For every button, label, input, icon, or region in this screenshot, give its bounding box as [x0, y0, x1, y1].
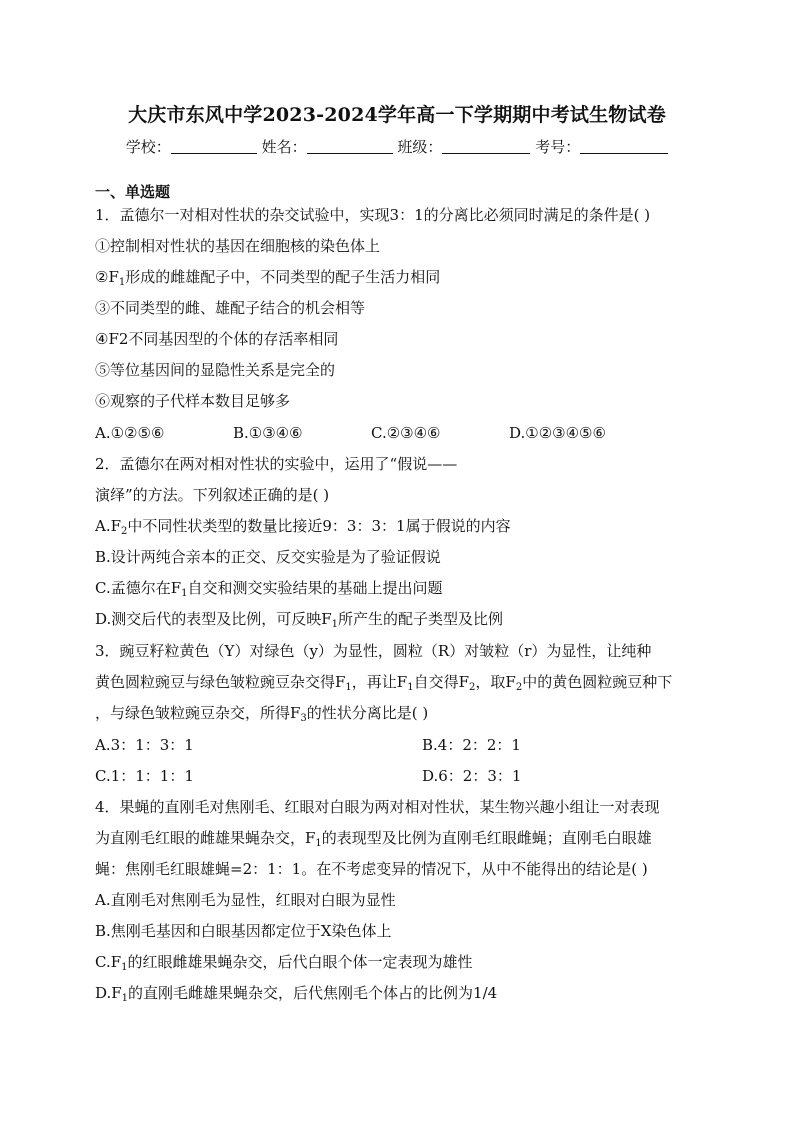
q4-option-a[interactable]: A.直刚毛对焦刚毛为显性，红眼对白眼为显性 — [95, 891, 396, 909]
q3-stem-line-1: 3．豌豆籽粒黄色（Y）对绿色（y）为显性，圆粒（R）对皱粒（r）为显性，让纯种 — [95, 642, 652, 660]
exam-no-blank[interactable] — [580, 139, 668, 154]
q3-option-b[interactable]: B.4：2：2：1 — [422, 736, 521, 754]
class-blank[interactable] — [442, 139, 530, 154]
q4-option-b[interactable]: B.焦刚毛基因和白眼基因都定位于X染色体上 — [95, 922, 392, 940]
q2-stem-line-1: 2．孟德尔在两对相对性状的实验中，运用了“假说—— — [95, 455, 458, 473]
q1-option-d[interactable]: D.①②③④⑤⑥ — [509, 424, 606, 442]
class-label: 班级： — [397, 138, 443, 156]
q3-stem-line-2: 黄色圆粒豌豆与绿色皱粒豌豆杂交得$F_1$，再让$F_1$自交得$F_2$，取$F_2$中的黄色圆粒豌豆种下 — [95, 673, 673, 693]
q1-item-6: ⑥观察的子代样本数目足够多 — [95, 392, 291, 410]
q4-option-d[interactable]: $D.F_1$的直刚毛雌雄果蝇杂交，后代焦刚毛个体占的比例为1/4 — [95, 984, 498, 1004]
q4-option-c[interactable]: $C.F_1$的红眼雌雄果蝇杂交，后代白眼个体一定表现为雄性 — [95, 953, 473, 973]
name-label: 姓名： — [261, 138, 307, 156]
q2-option-c[interactable]: C.孟德尔在$F_1$自交和测交实验结果的基础上提出问题 — [95, 579, 443, 599]
q1-item-2: $②F_1$形成的雌雄配子中，不同类型的配子生活力相同 — [95, 268, 441, 288]
q2-option-a[interactable]: $A.F_2$中不同性状类型的数量比接近9：3：3：1属于假说的内容 — [95, 517, 511, 537]
q1-item-5: ⑤等位基因间的显隐性关系是完全的 — [95, 361, 336, 379]
exam-no-label: 考号： — [535, 138, 581, 156]
q4-stem-line-2: 为直刚毛红眼的雌雄果蝇杂交，$F_1$的表现型及比例为直刚毛红眼雌蝇；直刚毛白眼雄 — [95, 829, 652, 849]
q1-item-3: ③不同类型的雌、雄配子结合的机会相等 — [95, 299, 366, 317]
q4-stem-line-1: 4．果蝇的直刚毛对焦刚毛、红眼对白眼为两对相对性状，某生物兴趣小组让一对表现 — [95, 798, 660, 816]
school-label: 学校： — [125, 138, 171, 156]
name-blank[interactable] — [307, 139, 393, 154]
q1-option-c[interactable]: C.②③④⑥ — [371, 424, 441, 442]
q2-option-d[interactable]: D.测交后代的表型及比例，可反映$F_1$所产生的配子类型及比例 — [95, 610, 504, 630]
q3-option-a[interactable]: A.3：1：3：1 — [95, 736, 194, 754]
q1-item-1: ①控制相对性状的基因在细胞核的染色体上 — [95, 237, 381, 255]
section-heading: 一、单选题 — [95, 183, 171, 201]
q1-option-b[interactable]: B.①③④⑥ — [233, 424, 303, 442]
q1-option-a[interactable]: A.①②⑤⑥ — [95, 424, 165, 442]
q2-option-b[interactable]: B.设计两纯合亲本的正交、反交实验是为了验证假说 — [95, 548, 441, 566]
q4-stem-line-3: 蝇：焦刚毛红眼雄蝇=2：1：1。在不考虑变异的情况下，从中不能得出的结论是( ) — [95, 860, 648, 878]
q1-item-4: ④F2不同基因型的个体的存活率相同 — [95, 330, 339, 348]
q2-stem-line-2: 演绎”的方法。下列叙述正确的是( ) — [95, 486, 330, 504]
q3-stem-line-3: ，与绿色皱粒豌豆杂交，所得$F_3$的性状分离比是( ) — [95, 704, 429, 724]
school-blank[interactable] — [171, 139, 257, 154]
page-title: 大庆市东风中学2023-2024学年高一下学期期中考试生物试卷 — [128, 104, 666, 126]
student-info-row — [0, 136, 794, 157]
q1-stem: 1．孟德尔一对相对性状的杂交试验中，实现3：1的分离比必须同时满足的条件是( ) — [95, 206, 651, 224]
q3-option-d[interactable]: D.6：2：3：1 — [422, 767, 522, 785]
q3-option-c[interactable]: C.1：1：1：1 — [95, 767, 194, 785]
